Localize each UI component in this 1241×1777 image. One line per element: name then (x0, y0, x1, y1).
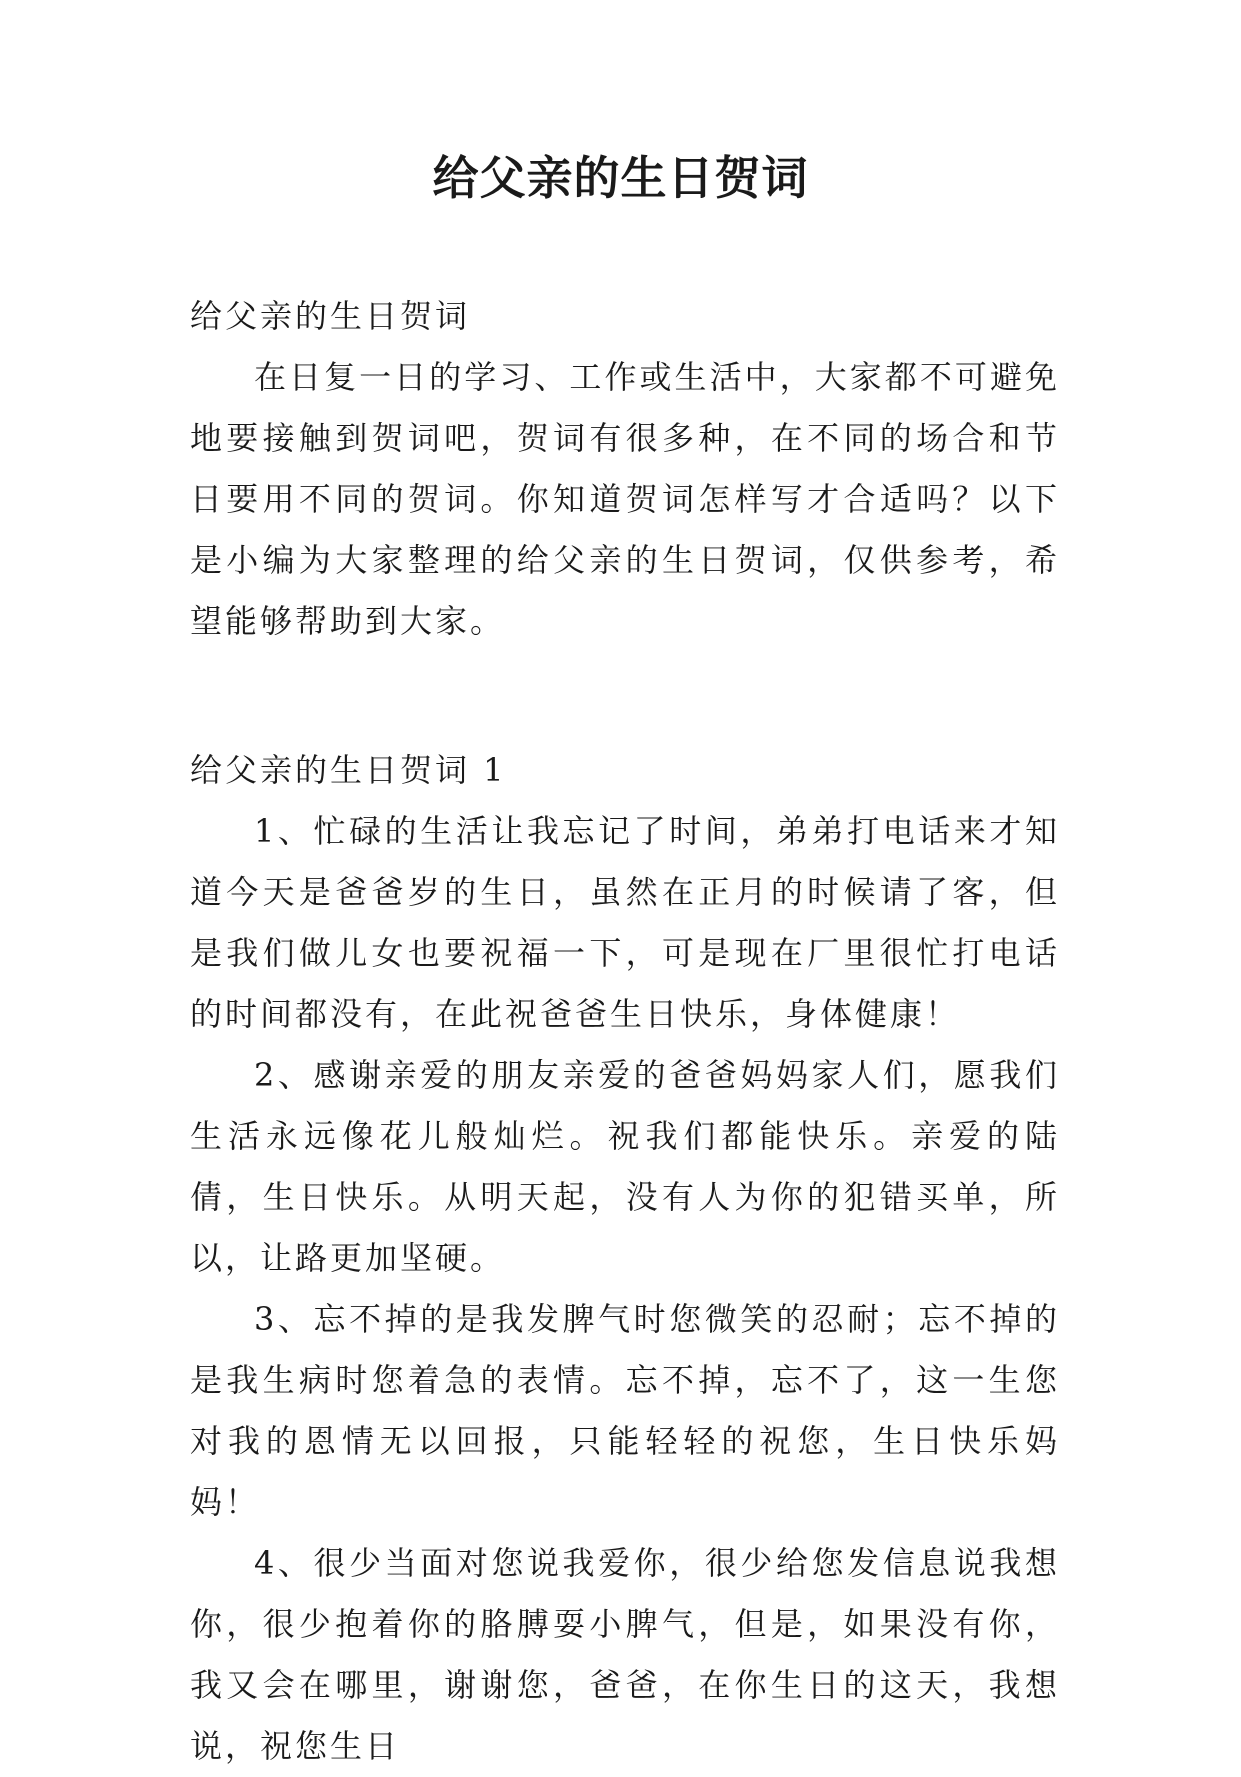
document-title: 给父亲的生日贺词 (432, 151, 809, 205)
document-body (190, 286, 1060, 1777)
list-item: 1、忙碌的生活让我忘记了时间，弟弟打电话来才知道今天是爸爸岁的生日，虽然在正月的时候请了客，但是我们做儿女也要祝福一下，可是现在厂里很忙打电话的时间都没有，在此祝爸爸生日快乐，身体健康！ (190, 812, 1060, 1033)
list-item: 3、忘不掉的是我发脾气时您微笑的忍耐；忘不掉的是我生病时您着急的表情。忘不掉，忘不了，这一生您对我的恩情无以回报，只能轻轻的祝您，生日快乐妈妈！ (190, 1300, 1060, 1521)
intro-paragraph: 在日复一日的学习、工作或生活中，大家都不可避免地要接触到贺词吧，贺词有很多种，在不同的场合和节日要用不同的贺词。你知道贺词怎样写才合适吗？以下是小编为大家整理的给父亲的生日贺词，仅供参考，希望能够帮助到大家。 (190, 358, 1060, 640)
list-item: 4、很少当面对您说我爱你，很少给您发信息说我想你，很少抱着你的胳膊耍小脾气，但是，如果没有你，我又会在哪里，谢谢您，爸爸，在你生日的这天，我想说，祝您生日 (190, 1544, 1060, 1765)
intro-heading: 给父亲的生日贺词 (190, 297, 471, 335)
section-heading: 给父亲的生日贺词 1 (190, 751, 507, 789)
section-spacer (190, 652, 1060, 740)
list-item: 2、感谢亲爱的朋友亲爱的爸爸妈妈家人们，愿我们生活永远像花儿般灿烂。祝我们都能快乐。亲爱的陆倩，生日快乐。从明天起，没有人为你的犯错买单，所以，让路更加坚硬。 (190, 1056, 1060, 1277)
